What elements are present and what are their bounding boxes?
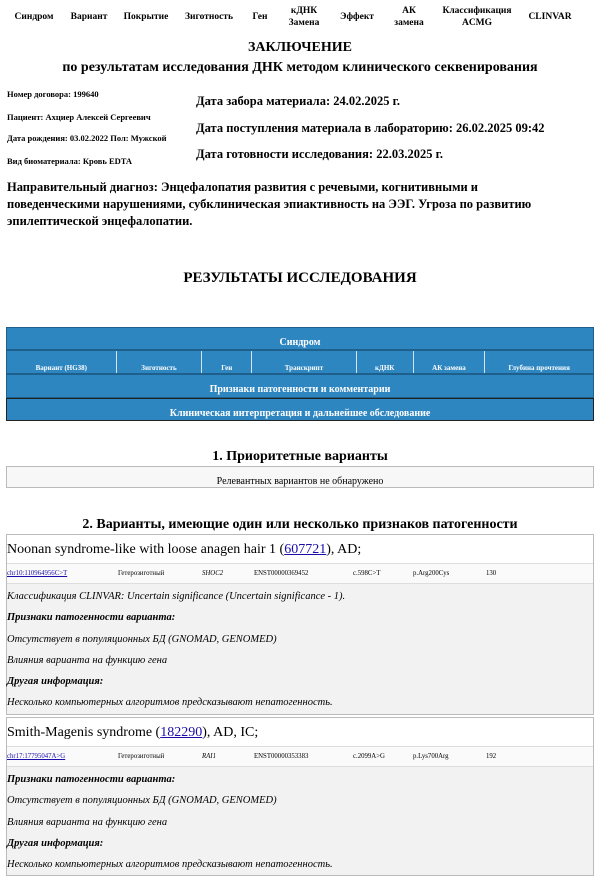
col-gene: Ген <box>202 351 252 373</box>
col-cdna: кДНК <box>357 351 414 373</box>
zygosity: Гетерозиготный <box>118 753 165 760</box>
zygosity: Гетерозиготный <box>118 570 165 577</box>
syndrome-header: Синдром <box>6 327 594 350</box>
aa-change: p.Lys700Arg <box>413 753 449 760</box>
inheritance: ), AD; <box>326 542 362 557</box>
received-date: Дата поступления материала в лабораторию: 26.02.2025 09:42 <box>196 121 545 135</box>
transcript: ENST00000369452 <box>254 570 309 577</box>
columns-header <box>6 350 594 374</box>
other-info: Несколько компьютерных алгоритмов предсказывают непатогенность. <box>7 697 333 709</box>
clinvar-classification: Классификация CLINVAR: Uncertain significance (Uncertain significance - 1). <box>7 591 346 602</box>
gene: RAI1 <box>202 753 216 760</box>
variant-block <box>6 717 594 876</box>
variant-syndrome <box>7 718 593 747</box>
transcript: ENST00000353383 <box>254 753 309 760</box>
nav-syndrome[interactable]: Синдром <box>14 12 54 22</box>
variant-link[interactable]: chr17:17795047A>G <box>7 753 66 760</box>
col-zygosity: Зиготность <box>117 351 203 373</box>
variant-row <box>7 747 593 767</box>
variant-link[interactable]: chr10:110964956C>T <box>7 570 68 577</box>
sign-population: Отсутствует в популяционных БД (GNOMAD, GENOMED) <box>7 633 277 645</box>
variant-block <box>6 534 594 715</box>
nav-aa[interactable]: АК замена <box>394 6 424 28</box>
col-variant: Вариант (HG38) <box>7 351 117 373</box>
sign-population: Отсутствует в популяционных БД (GNOMAD, GENOMED) <box>7 795 277 807</box>
patient-name: Пациент: Ахциер Алексей Сергеевич <box>7 112 151 122</box>
other-info: Несколько компьютерных алгоритмов предсказывают непатогенность. <box>7 859 333 871</box>
variant-comments <box>7 767 593 875</box>
cdna: c.2099A>G <box>353 753 385 760</box>
read-depth: 192 <box>486 753 497 760</box>
collected-date: Дата забора материала: 24.02.2025 г. <box>196 94 401 108</box>
sign-function: Влияния варианта на функцию гена <box>7 654 168 666</box>
birth-date: Дата рождения: 03.02.2022 Пол: Мужской <box>7 133 167 143</box>
top-nav <box>6 2 596 32</box>
report-subtitle: по результатам исследования ДНК методом клинического секвенирования <box>62 60 538 75</box>
omim-link[interactable]: 607721 <box>284 542 327 557</box>
signs-label: Признаки патогенности варианта: <box>7 774 176 785</box>
section1-title: 1. Приоритетные варианты <box>212 449 388 464</box>
sign-function: Влияния варианта на функцию гена <box>7 816 168 828</box>
section2-title: 2. Варианты, имеющие один или несколько признаков патогенности <box>82 517 518 532</box>
nav-effect[interactable]: Эффект <box>340 12 374 22</box>
ready-date: Дата готовности исследования: 22.03.2025 г. <box>196 147 443 161</box>
no-variants-message: Релевантных вариантов не обнаружено <box>6 466 594 488</box>
nav-variant[interactable]: Вариант <box>70 12 108 22</box>
results-title: РЕЗУЛЬТАТЫ ИССЛЕДОВАНИЯ <box>183 270 417 286</box>
col-aa: АК замена <box>414 351 486 373</box>
signs-label: Признаки патогенности варианта: <box>7 612 176 624</box>
read-depth: 130 <box>486 570 497 577</box>
biomaterial: Вид биоматериала: Кровь EDTA <box>7 156 132 166</box>
other-label: Другая информация: <box>7 676 104 688</box>
nav-acmg[interactable]: Классификация ACMG <box>442 6 512 28</box>
syndrome-name: Smith-Magenis syndrome ( <box>7 725 161 740</box>
syndrome-name: Noonan syndrome-like with loose anagen hair 1 ( <box>7 542 285 557</box>
nav-coverage[interactable]: Покрытие <box>123 12 169 22</box>
nav-cdna[interactable]: кДНК Замена <box>288 6 320 28</box>
cdna: c.598C>T <box>353 570 381 577</box>
inheritance: ), AD, IC; <box>202 725 259 740</box>
contract-number: Номер договора: 199640 <box>7 89 99 99</box>
other-label: Другая информация: <box>7 837 104 849</box>
results-header-table <box>6 327 594 421</box>
variant-comments <box>7 584 593 714</box>
variant-syndrome <box>7 535 593 564</box>
nav-gene[interactable]: Ген <box>252 12 268 22</box>
col-depth: Глубина прочтения <box>508 364 570 372</box>
signs-header: Признаки патогенности и комментарии <box>6 374 594 398</box>
clinical-header: Клиническая интерпретация и дальнейшее обследование <box>6 398 594 421</box>
report-title: ЗАКЛЮЧЕНИЕ <box>247 40 353 55</box>
gene: SHOC2 <box>202 570 224 577</box>
nav-clinvar[interactable]: CLINVAR <box>528 12 572 22</box>
variant-row <box>7 564 593 584</box>
referral-diagnosis: Направительный диагноз: Энцефалопатия развития с речевыми, когнитивными и поведенческими нарушениями, субклиническая эпиактивность на ЭЭГ. Угроза по развитию эпилептической энцефалопатии. <box>7 180 532 228</box>
aa-change: p.Arg200Cys <box>413 570 450 577</box>
col-transcript: Транскрипт <box>252 351 357 373</box>
omim-link[interactable]: 182290 <box>160 725 203 740</box>
nav-zygosity[interactable]: Зиготность <box>185 12 233 22</box>
